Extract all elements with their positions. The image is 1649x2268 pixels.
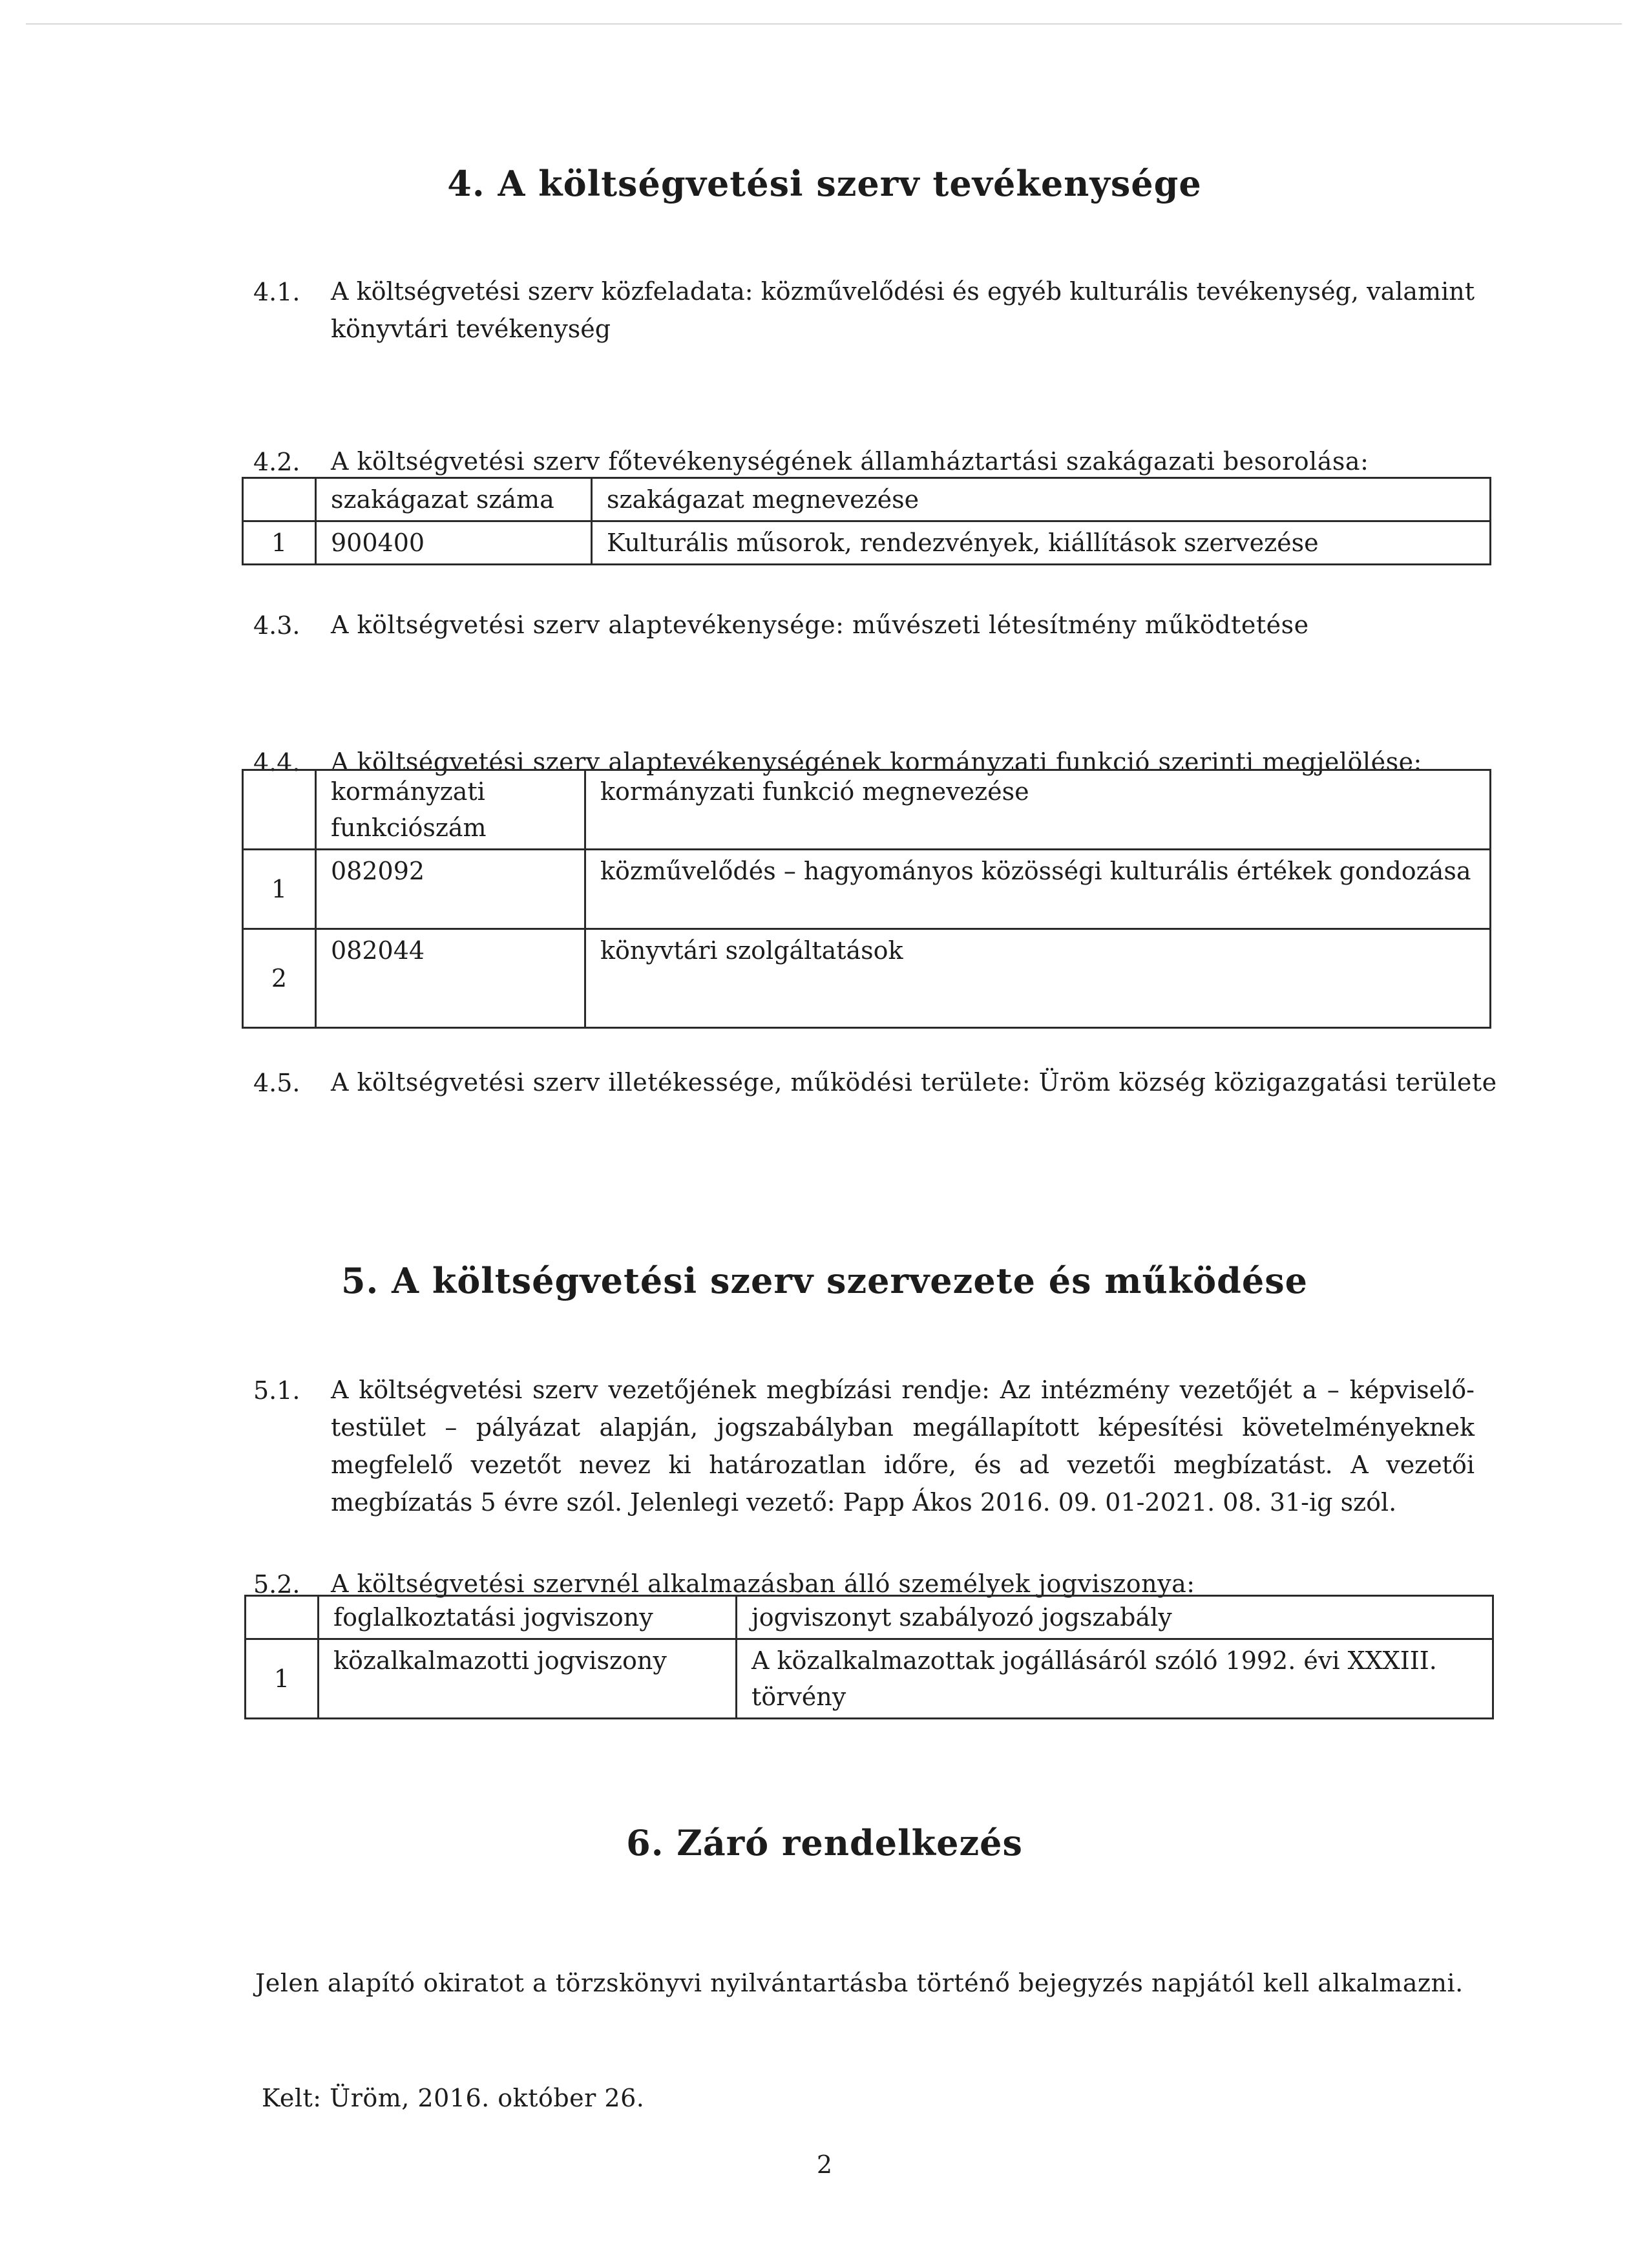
- para-4-1-text: A költségvetési szerv közfeladata: közművelődési és egyéb kulturális tevékenység, valamint könyvtári tevékenység: [331, 277, 1475, 343]
- para-4-1-number: 4.1.: [253, 278, 300, 306]
- para-4-5-text: A költségvetési szerv illetékessége, működési területe: Üröm község közigazgatási területe: [331, 1068, 1497, 1097]
- table-cell: 1: [243, 850, 316, 929]
- para-4-2-number: 4.2.: [253, 448, 300, 476]
- section-5-heading: 5. A költségvetési szerv szervezete és működése: [341, 1260, 1308, 1301]
- table-row: [243, 929, 1491, 1028]
- table-header-cell: [243, 478, 316, 521]
- table-cell: 900400: [316, 521, 592, 565]
- closing-text: Jelen alapító okiratot a törzskönyvi nyilvántartásba történő bejegyzés napjától kell alkalmazni.: [255, 1969, 1464, 1997]
- table-header-cell: [246, 1596, 319, 1639]
- table-row: [243, 850, 1491, 929]
- page-number: 2: [816, 2150, 833, 2179]
- para-5-1-text: A költségvetési szerv vezetőjének megbízási rendje: Az intézmény vezetőjét a – képviselő-testület – pályázat alapján, jogszabályban megállapított képesítési követelményeknek megfelelő vezetőt nevez ki határozatlan időre, és ad vezetői megbízatást. A vezetői megbízatás 5 évre szól. Jelenlegi vezető: Papp Ákos 2016. 09. 01-2021. 08. 31-ig szól.: [331, 1376, 1475, 1517]
- date-line: Kelt: Üröm, 2016. október 26.: [262, 2084, 645, 2112]
- table-header-row: [243, 478, 1491, 521]
- table-header-row: [246, 1596, 1493, 1639]
- para-5-2-number: 5.2.: [253, 1570, 300, 1599]
- section-4-heading: 4. A költségvetési szerv tevékenysége: [447, 163, 1202, 204]
- table-header-cell: jogviszonyt szabályozó jogszabály: [737, 1596, 1493, 1639]
- table-cell: 2: [243, 929, 316, 1028]
- table-cell: 1: [243, 521, 316, 565]
- para-5-1-number: 5.1.: [253, 1376, 300, 1405]
- table-cell: 082044: [316, 929, 585, 1028]
- table-header-cell: kormányzati funkciószám: [316, 770, 585, 850]
- table-header-cell: kormányzati funkció megnevezése: [585, 770, 1491, 850]
- table-cell: A közalkalmazottak jogállásáról szóló 1992. évi XXXIII. törvény: [737, 1639, 1493, 1719]
- table-cell: 1: [246, 1639, 319, 1719]
- table-jogviszony: [244, 1595, 1494, 1719]
- scan-edge-line: [26, 23, 1622, 25]
- para-4-2-text: A költségvetési szerv főtevékenységének államháztartási szakágazati besorolása:: [331, 447, 1369, 476]
- table-cell: közalkalmazotti jogviszony: [319, 1639, 737, 1719]
- table-cell: Kulturális műsorok, rendezvények, kiállítások szervezése: [592, 521, 1491, 565]
- table-header-cell: szakágazat megnevezése: [592, 478, 1491, 521]
- table-row: [246, 1639, 1493, 1719]
- para-4-3-number: 4.3.: [253, 611, 300, 640]
- table-header-cell: [243, 770, 316, 850]
- table-row: [243, 521, 1491, 565]
- para-5-2-text: A költségvetési szervnél alkalmazásban álló személyek jogviszonya:: [331, 1570, 1195, 1598]
- para-4-3-text: A költségvetési szerv alaptevékenysége: művészeti létesítmény működtetése: [331, 611, 1309, 639]
- table-header-cell: szakágazat száma: [316, 478, 592, 521]
- para-4-5-number: 4.5.: [253, 1069, 300, 1097]
- table-header-row: [243, 770, 1491, 850]
- table-header-cell: foglalkoztatási jogviszony: [319, 1596, 737, 1639]
- table-cell: 082092: [316, 850, 585, 929]
- table-szakagazat: [242, 477, 1491, 565]
- table-cell: könyvtári szolgáltatások: [585, 929, 1491, 1028]
- para-4-4-text: A költségvetési szerv alaptevékenységének kormányzati funkció szerinti megjelölése:: [331, 748, 1422, 776]
- section-6-heading: 6. Záró rendelkezés: [626, 1822, 1023, 1864]
- table-kormanyzati-funkcio: [242, 769, 1491, 1029]
- para-4-4-number: 4.4.: [253, 748, 300, 777]
- table-cell: közművelődés – hagyományos közösségi kulturális értékek gondozása: [585, 850, 1491, 929]
